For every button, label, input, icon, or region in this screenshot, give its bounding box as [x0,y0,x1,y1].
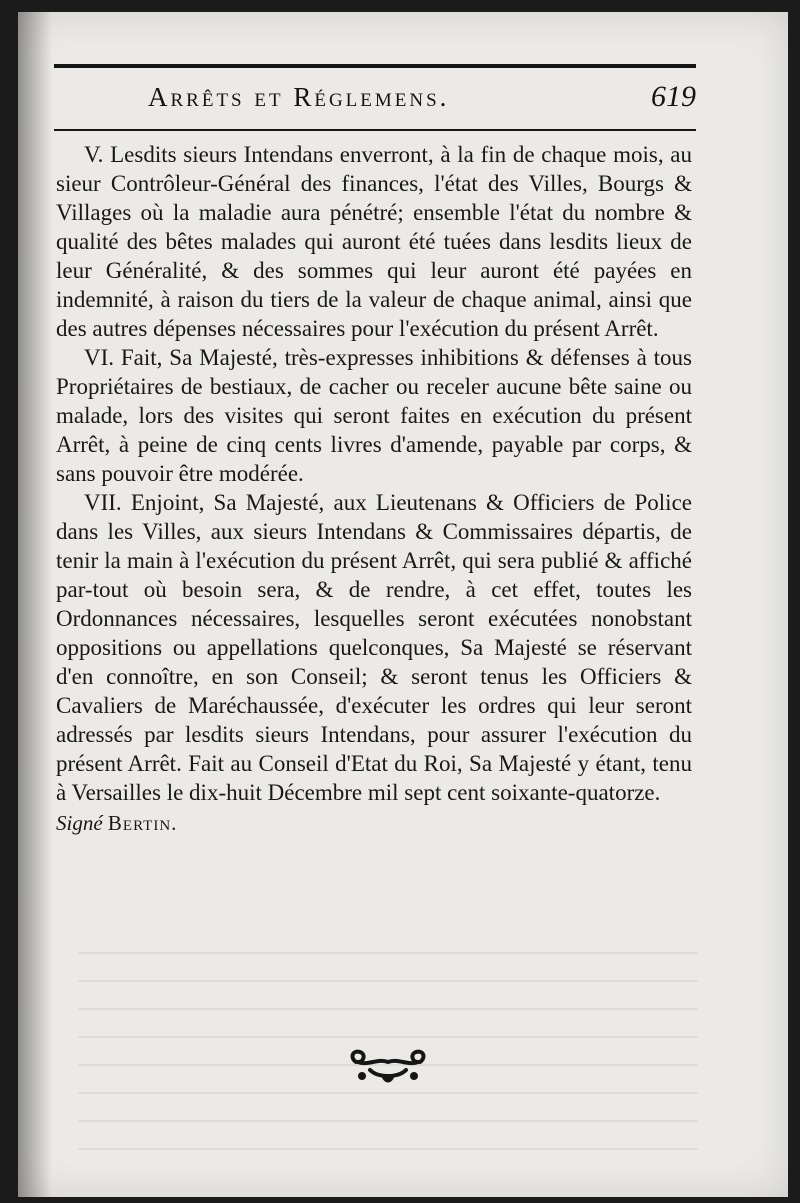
book-page [18,12,788,1197]
header-rule-top [54,64,696,68]
signature-name: Bertin. [107,811,178,835]
article-vi: VI. Fait, Sa Majesté, très-expresses inhibitions & défenses à tous Propriétaires de bestiaux, de cacher ou receler aucune bête saine ou malade, lors des visites qui seront faites en exécution du présent Arrêt, à peine de cinq cents livres d'amende, payable par corps, & sans pouvoir être modérée. [56,345,692,486]
signature-line [56,809,692,838]
page-number: 619 [651,80,696,113]
article-vii: VII. Enjoint, Sa Majesté, aux Lieutenans & Officiers de Police dans les Villes, aux sieurs Intendans & Commissaires départis, de tenir la main à l'exécution du présent Arrêt, qui sera publié & affiché par-tout où besoin sera, & de rendre, à cet effet, toutes les Ordonnances nécessaires, lesquelles seront exécutées nonobstant oppositions ou appellations quelconques, Sa Majesté se réservant d'en connoître, en son Conseil; & seront tenus les Officiers & Cavaliers de Maréchaussée, d'exécuter les ordres qui leur seront adressés par lesdits sieurs Intendans, pour assurer l'exécution du présent Arrêt. Fait au Conseil d'Etat du Roi, Sa Majesté y étant, tenu à Versailles le dix-huit Décembre mil sept cent soixante-quatorze. [56,490,692,805]
header-rule-bottom [54,129,696,131]
article-v: V. Lesdits sieurs Intendans enverront, à la fin de chaque mois, au sieur Contrôleur-Général des finances, l'état des Villes, Bourgs & Villages où la maladie aura pénétré; ensemble l'état du nombre & qualité des bêtes malades qui auront été tuées dans lesdits lieux de leur Généralité, & des sommes qui leur auront été payées en indemnité, à raison du tiers de la valeur de chaque animal, ainsi que des autres dépenses nécessaires pour l'exécution du présent Arrêt. [56,142,692,341]
page-body [56,140,692,838]
running-title: Arrêts et Réglemens. [148,82,450,112]
fleuron-ornament-icon [348,1048,428,1088]
signature-label: Signé [56,811,103,835]
spine-shadow [18,12,52,1197]
page-header [148,82,696,122]
